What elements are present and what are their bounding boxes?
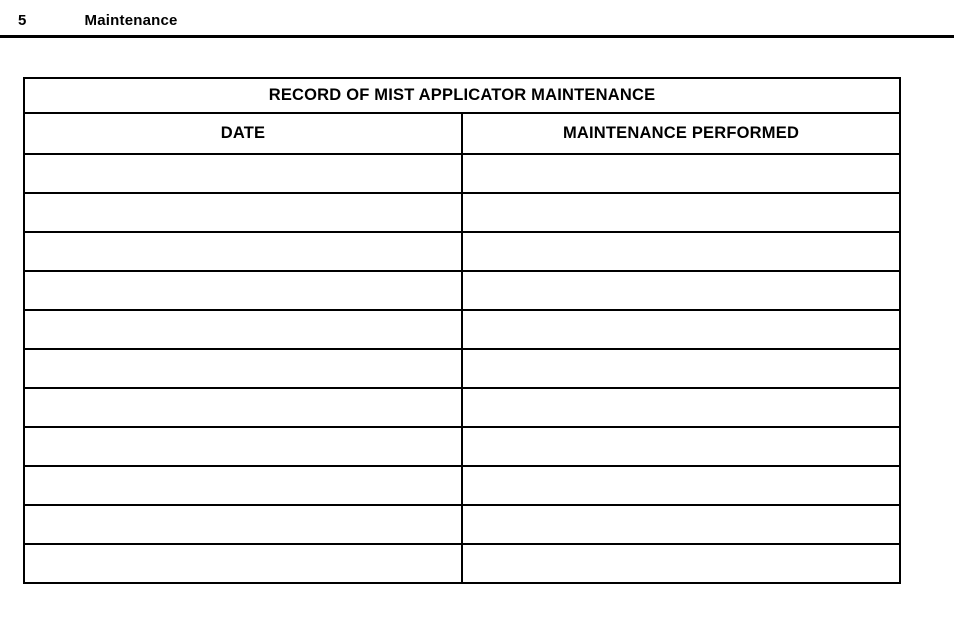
cell-maintenance-performed[interactable] xyxy=(462,193,900,232)
cell-date[interactable] xyxy=(24,271,462,310)
column-header-maintenance-performed: MAINTENANCE PERFORMED xyxy=(462,113,900,154)
table-row[interactable] xyxy=(24,544,900,583)
cell-date[interactable] xyxy=(24,310,462,349)
table-row[interactable] xyxy=(24,271,900,310)
page-title: Maintenance xyxy=(84,12,178,29)
cell-maintenance-performed[interactable] xyxy=(462,544,900,583)
cell-maintenance-performed[interactable] xyxy=(462,349,900,388)
table-row[interactable] xyxy=(24,193,900,232)
cell-date[interactable] xyxy=(24,193,462,232)
cell-maintenance-performed[interactable] xyxy=(462,310,900,349)
cell-date[interactable] xyxy=(24,544,462,583)
cell-date[interactable] xyxy=(24,232,462,271)
table-row[interactable] xyxy=(24,232,900,271)
table-row[interactable] xyxy=(24,466,900,505)
cell-maintenance-performed[interactable] xyxy=(462,505,900,544)
cell-maintenance-performed[interactable] xyxy=(462,154,900,193)
table-row[interactable] xyxy=(24,349,900,388)
table-row[interactable] xyxy=(24,310,900,349)
cell-date[interactable] xyxy=(24,505,462,544)
cell-date[interactable] xyxy=(24,427,462,466)
table-row[interactable] xyxy=(24,427,900,466)
table-row[interactable] xyxy=(24,154,900,193)
cell-date[interactable] xyxy=(24,154,462,193)
table-row[interactable] xyxy=(24,505,900,544)
cell-maintenance-performed[interactable] xyxy=(462,388,900,427)
cell-maintenance-performed[interactable] xyxy=(462,466,900,505)
section-number: 5 xyxy=(18,12,27,29)
cell-maintenance-performed[interactable] xyxy=(462,232,900,271)
cell-date[interactable] xyxy=(24,388,462,427)
column-header-date: DATE xyxy=(24,113,462,154)
table-header-row xyxy=(24,113,900,154)
table-row[interactable] xyxy=(24,388,900,427)
page-header xyxy=(0,0,954,29)
maintenance-record-table xyxy=(23,77,901,584)
cell-maintenance-performed[interactable] xyxy=(462,427,900,466)
maintenance-record-table-container xyxy=(23,77,901,584)
cell-maintenance-performed[interactable] xyxy=(462,271,900,310)
header-divider xyxy=(0,35,954,38)
cell-date[interactable] xyxy=(24,466,462,505)
cell-date[interactable] xyxy=(24,349,462,388)
table-title: RECORD OF MIST APPLICATOR MAINTENANCE xyxy=(24,78,900,113)
table-title-row xyxy=(24,78,900,113)
